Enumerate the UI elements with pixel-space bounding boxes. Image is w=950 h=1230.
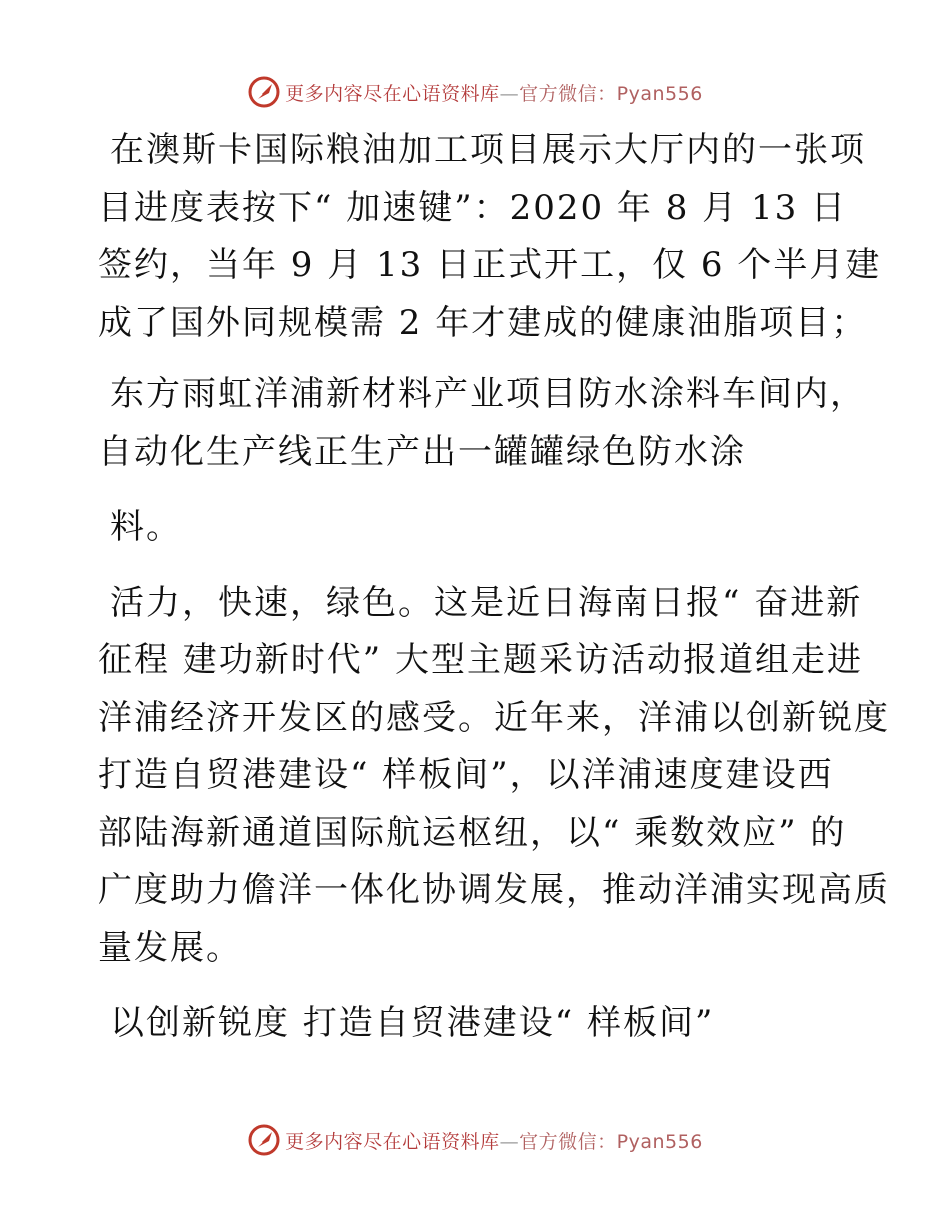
text-line: 自动化生产线正生产出一罐罐绿色防水涂 [98,431,746,472]
text-line: 在澳斯卡国际粮油加工项目展示大厅内的一张项 [110,130,866,170]
paragraph-2 [98,366,866,481]
text-line: 量发展。 [98,927,242,968]
footer-watermark [0,1120,950,1160]
paragraph-5 [98,995,858,1053]
text-line: 成了国外同规模需 2 年才建成的健康油脂项目； [98,302,868,343]
text-line: 部陆海新通道国际航运枢纽，以“ 乘数效应” 的 [98,812,847,853]
paragraph-4 [98,575,890,978]
text-line: 洋浦经济开发区的感受。近年来，洋浦以创新锐度 [98,697,890,738]
quill-logo-icon [247,1123,281,1157]
watermark-text: 更多内容尽在心语资料库—官方微信：Pyan556 [285,82,703,105]
text-line: 东方雨虹洋浦新材料产业项目防水涂料车间内， [110,374,866,414]
text-line: 活力，快速，绿色。这是近日海南日报“ 奋进新 [110,582,863,623]
text-line: 目进度表按下“ 加速键”：2020 年 8 月 13 日 [98,187,848,228]
paragraph-3 [98,499,858,557]
paragraph-1 [98,122,882,352]
text-line: 签约，当年 9 月 13 日正式开工，仅 6 个半月建 [98,245,882,285]
header-watermark [0,72,950,112]
quill-logo-icon [247,75,281,109]
text-line: 料。 [110,507,182,547]
text-line: 征程 建功新时代” 大型主题采访活动报道组走进 [98,640,863,680]
text-line: 广度助力儋洋一体化协调发展，推动洋浦实现高质 [98,870,890,910]
document-body [98,122,890,1053]
text-line: 打造自贸港建设“ 样板间”，以洋浦速度建设西 [98,755,834,795]
watermark-text: 更多内容尽在心语资料库—官方微信：Pyan556 [285,1130,703,1153]
section-heading: 以创新锐度 打造自贸港建设“ 样板间” [110,1003,715,1043]
